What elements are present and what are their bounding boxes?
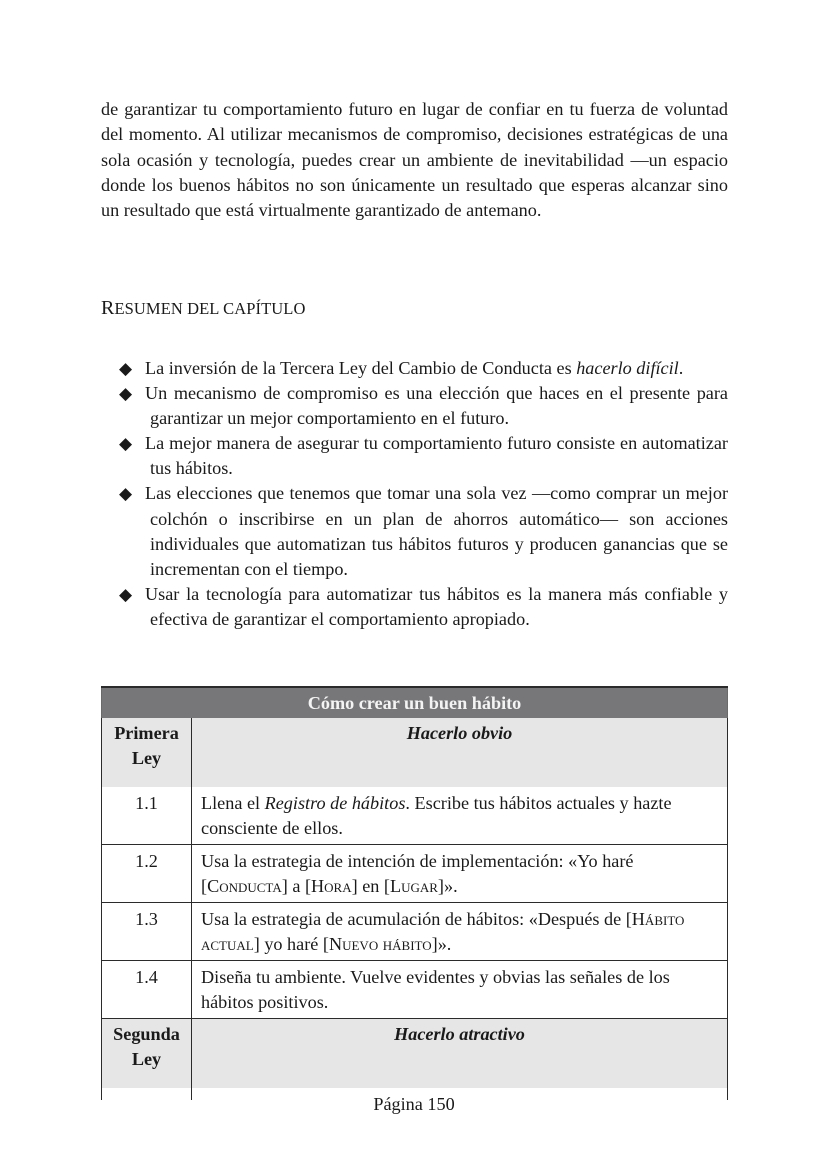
table-title-row: [102, 687, 728, 718]
summary-list: [119, 356, 728, 632]
item-number: 1.4: [102, 961, 192, 1019]
summary-item: ◆ La inversión de la Tercera Ley del Cambio de Conducta es hacerlo difícil.: [119, 356, 728, 381]
diamond-bullet-icon: ◆: [119, 359, 133, 378]
table-row: [102, 903, 728, 961]
page-number: Página 150: [373, 1094, 455, 1114]
summary-item: ◆ Usar la tecnología para automatizar tus hábitos es la manera más confiable y efectiva de garantizar el comportamiento apropiado.: [119, 583, 728, 629]
diamond-bullet-icon: ◆: [119, 384, 133, 404]
page-body: [101, 97, 728, 1069]
table-row: [102, 845, 728, 903]
summary-item: ◆ Las elecciones que tenemos que tomar una sola vez —como comprar un mejor colchón o inscribirse en un plan de ahorros automático— son acciones individuales que automatizan tus hábitos futuros y producen ganancias que se incrementan con el tiempo.: [119, 483, 728, 579]
item-text: Llena el Registro de hábitos. Escribe tus hábitos actuales y hazte consciente de ellos.: [192, 787, 728, 845]
item-text: Usa la estrategia de intención de implementación: «Yo haré [Conducta] a [Hora] en [Lugar]».: [192, 845, 728, 903]
section-title: RESUMEN DEL CAPÍTULO: [101, 297, 306, 319]
item-text: Usa la estrategia de acumulación de hábitos: «Después de [Hábito actual] yo haré [Nuevo hábito]».: [192, 903, 728, 961]
law-row-first: [102, 718, 728, 787]
table-row: [102, 787, 728, 845]
habit-table: [101, 686, 728, 1100]
diamond-bullet-icon: ◆: [119, 584, 133, 604]
intro-paragraph: de garantizar tu comportamiento futuro en lugar de confiar en tu fuerza de voluntad del momento. Al utilizar mecanismos de compromiso, decisiones estratégicas de una sola ocasión y tecnología, puedes crear un ambiente de inevitabilidad —un espacio donde los buenos hábitos no son únicamente un resultado que esperas alcanzar sino un resultado que está virtualmente garantizado de antemano.: [101, 99, 728, 221]
law-row-second: [102, 1019, 728, 1089]
item-number: 1.3: [102, 903, 192, 961]
law-label: Segunda Ley: [102, 1019, 192, 1089]
table-row: [102, 961, 728, 1019]
summary-item: ◆ Un mecanismo de compromiso es una elección que haces en el presente para garantizar un mejor comportamiento en el futuro.: [119, 383, 728, 429]
law-name: Hacerlo atractivo: [192, 1019, 728, 1089]
diamond-bullet-icon: ◆: [119, 434, 133, 454]
item-text: Diseña tu ambiente. Vuelve evidentes y obvias las señales de los hábitos positivos.: [192, 961, 728, 1019]
table-title: Cómo crear un buen hábito: [102, 687, 728, 718]
item-number: 1.1: [102, 787, 192, 845]
summary-item: ◆ La mejor manera de asegurar tu comportamiento futuro consiste en automatizar tus hábitos.: [119, 433, 728, 479]
law-name: Hacerlo obvio: [192, 718, 728, 787]
diamond-bullet-icon: ◆: [119, 484, 133, 504]
item-number: 1.2: [102, 845, 192, 903]
law-label: Primera Ley: [102, 718, 192, 787]
